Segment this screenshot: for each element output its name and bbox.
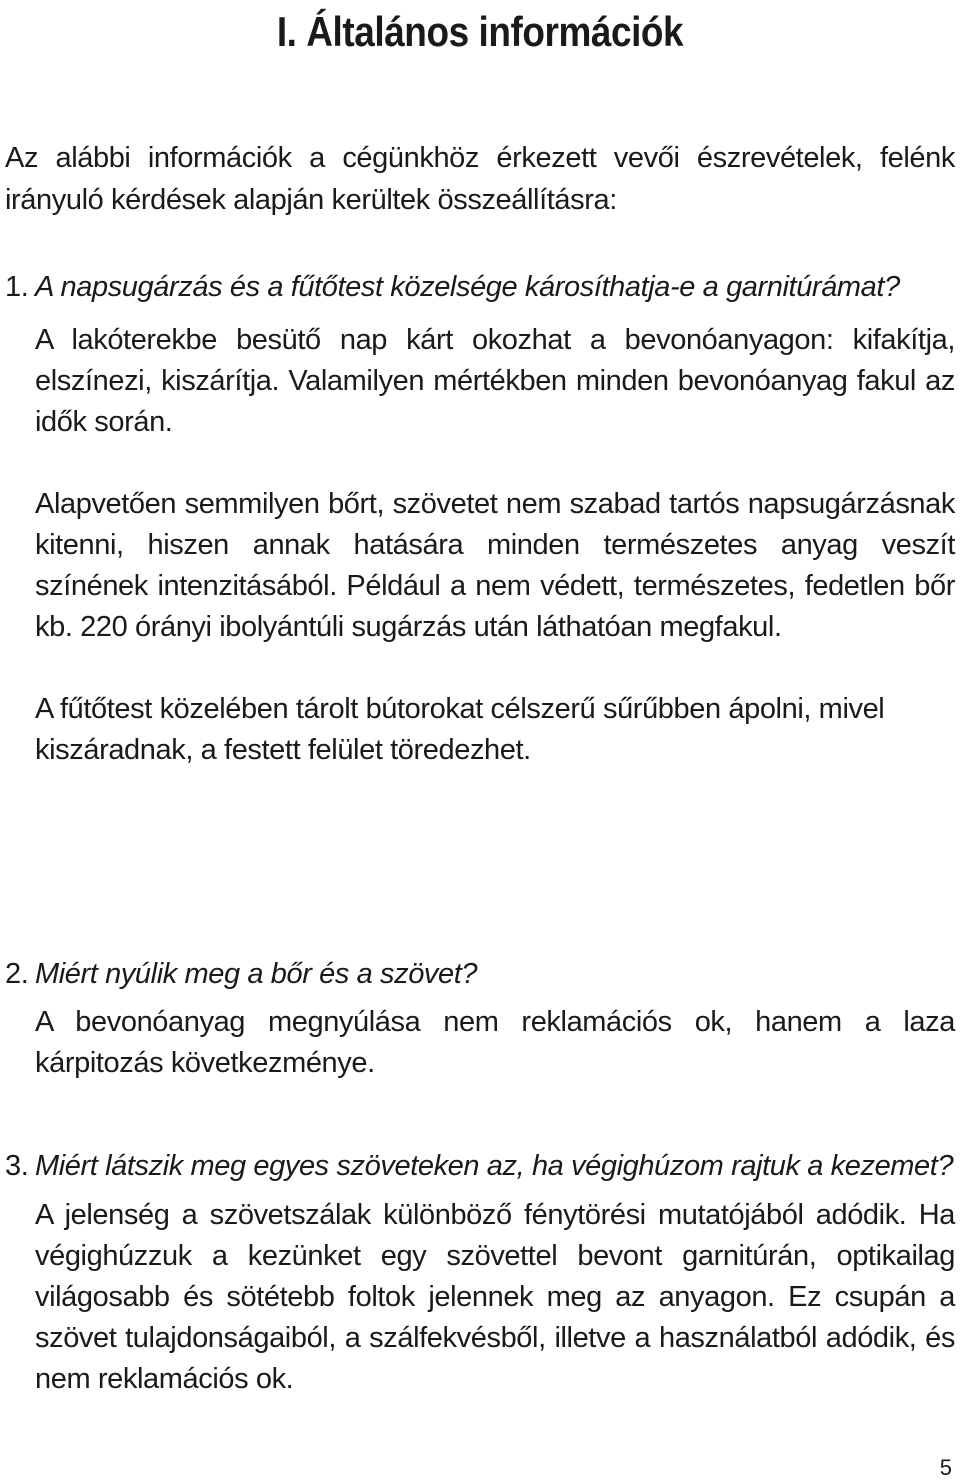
- question-2: [0, 953, 955, 995]
- section-2: [0, 953, 960, 1084]
- question-number: 3.: [5, 1150, 29, 1182]
- answer-paragraph: A lakóterekbe besütő nap kárt okozhat a bevonóanyagon: kifakítja, elszínezi, kiszárítja. Valamilyen mértékben minden bevonóanyag fakul az idők során.: [35, 324, 955, 438]
- section-1: [0, 266, 960, 771]
- page-title: I. Általános információk: [276, 8, 684, 55]
- answer-paragraph: Alapvetően semmilyen bőrt, szövetet nem szabad tartós napsugárzásnak kitenni, hiszen annak hatására minden természetes anyag veszít színének intenzitásából. Például a nem védett, természetes, fedetlen bőr kb. 220 órányi ibolyántúli sugárzás után láthatóan megfakul.: [35, 488, 955, 643]
- answer-paragraph: A bevonóanyag megnyúlása nem reklamációs ok, hanem a laza kárpitozás következménye.: [35, 1006, 955, 1079]
- question-3: [0, 1145, 955, 1187]
- question-text: Miért nyúlik meg a bőr és a szövet?: [35, 958, 478, 990]
- page-number: 5: [939, 1455, 952, 1480]
- answer-paragraph: A jelenség a szövetszálak különböző fénytörési mutatójából adódik. Ha végighúzzuk a kezünket egy szövettel bevont garnitúrán, optikailag világosabb és sötétebb foltok jelennek meg az anyagon. Ez csupán a szövet tulajdonságaiból, a szálfekvésből, illetve a használatból adódik, és nem reklamációs ok.: [35, 1199, 955, 1395]
- question-1: [0, 266, 955, 308]
- question-number: 1.: [5, 271, 29, 303]
- section-3: [0, 1145, 960, 1400]
- intro-paragraph: Az alábbi információk a cégünkhöz érkezett vevői észrevételek, felénk irányuló kérdések alapján kerültek összeállításra:: [5, 142, 955, 216]
- answer-paragraph: A fűtőtest közelében tárolt bútorokat célszerű sűrűbben ápolni, mivel kiszáradnak, a festett felület töredezhet.: [35, 693, 885, 766]
- question-text: A napsugárzás és a fűtőtest közelsége károsíthatja-e a garnitúrámat?: [35, 271, 900, 303]
- question-text: Miért látszik meg egyes szöveteken az, ha végighúzom rajtuk a kezemet?: [35, 1150, 954, 1182]
- question-number: 2.: [5, 958, 29, 990]
